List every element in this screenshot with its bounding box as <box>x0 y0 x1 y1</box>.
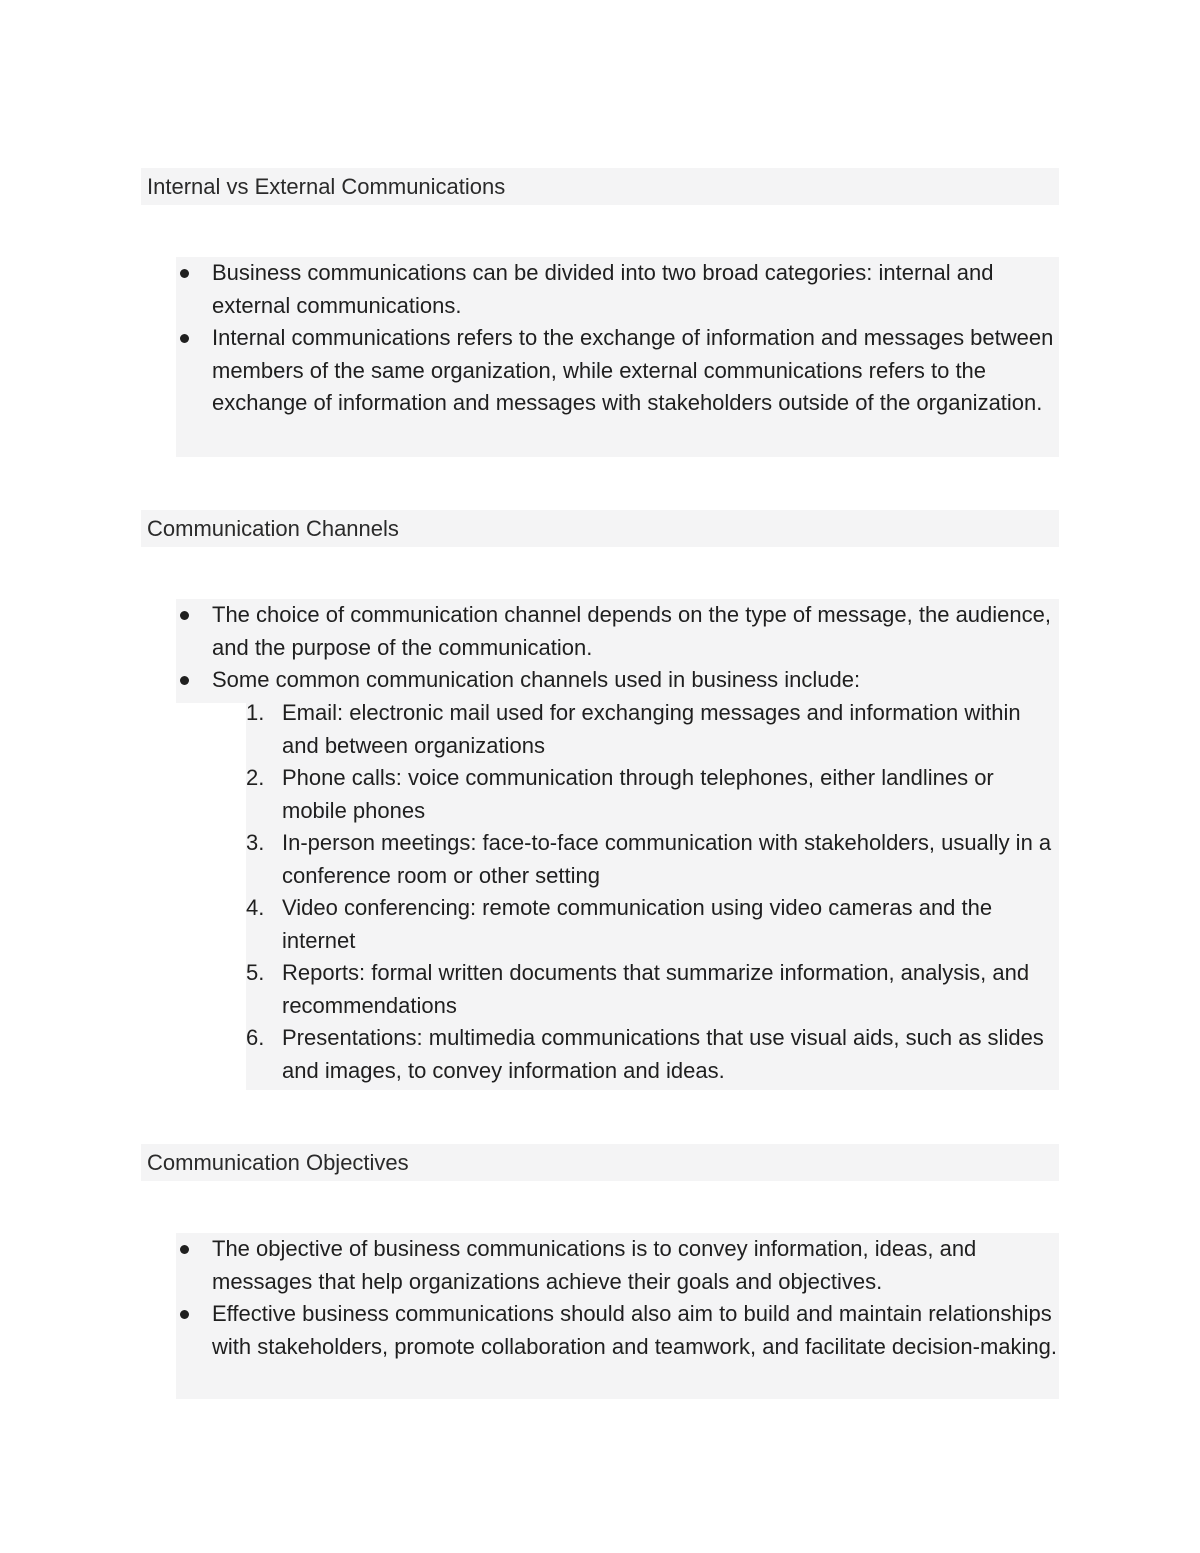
list-item-text: Some common communication channels used in business include: <box>212 667 861 692</box>
list-item <box>176 257 1059 322</box>
list-number: 4. <box>246 895 265 920</box>
list-item-text: The choice of communication channel depends on the type of message, the audience, and the purpose of the communication. <box>212 602 1051 660</box>
numbered-item <box>246 762 1059 827</box>
numbered-item <box>246 892 1059 957</box>
numbered-item <box>246 827 1059 892</box>
numbered-item-text: Video conferencing: remote communication using video cameras and the internet <box>282 895 993 953</box>
numbered-item <box>246 697 1059 762</box>
numbered-item-text: Email: electronic mail used for exchanging messages and information within and between organizations <box>282 700 1021 758</box>
bullet-list-internal-vs-external <box>176 257 1059 457</box>
section-heading-internal-vs-external: Internal vs External Communications <box>141 168 1059 205</box>
bullet-icon <box>180 269 189 278</box>
list-item-text: The objective of business communications is to convey information, ideas, and messages that help organizations achieve their goals and objectives. <box>212 1236 977 1294</box>
list-item-text: Internal communications refers to the exchange of information and messages between members of the same organization, while external communications refers to the exchange of information and messages with stakeholders outside of the organization. <box>212 325 1054 415</box>
list-number: 5. <box>246 960 265 985</box>
list-item <box>176 1233 1059 1298</box>
numbered-item <box>246 957 1059 1022</box>
section-heading-communication-objectives: Communication Objectives <box>141 1144 1059 1181</box>
list-item <box>176 664 1059 697</box>
numbered-item-text: Phone calls: voice communication through telephones, either landlines or mobile phones <box>282 765 994 823</box>
bullet-icon <box>180 676 189 685</box>
bullet-list-communication-objectives <box>176 1233 1059 1399</box>
numbered-list-channels <box>246 697 1059 1090</box>
bullet-icon <box>180 1310 189 1319</box>
list-number: 2. <box>246 765 265 790</box>
numbered-item <box>246 1022 1059 1087</box>
list-item <box>176 322 1059 420</box>
section-heading-communication-channels: Communication Channels <box>141 510 1059 547</box>
list-number: 1. <box>246 700 265 725</box>
list-number: 6. <box>246 1025 265 1050</box>
list-item-text: Business communications can be divided into two broad categories: internal and external communications. <box>212 260 994 318</box>
bullet-icon <box>180 611 189 620</box>
list-number: 3. <box>246 830 265 855</box>
list-item <box>176 1298 1059 1363</box>
bullet-icon <box>180 334 189 343</box>
numbered-item-text: Presentations: multimedia communications that use visual aids, such as slides and images, to convey information and ideas. <box>282 1025 1044 1083</box>
list-item-text: Effective business communications should also aim to build and maintain relationships with stakeholders, promote collaboration and teamwork, and facilitate decision-making. <box>212 1301 1057 1359</box>
list-item <box>176 599 1059 664</box>
numbered-item-text: Reports: formal written documents that summarize information, analysis, and recommendations <box>282 960 1030 1018</box>
bullet-list-communication-channels <box>176 599 1059 703</box>
bullet-icon <box>180 1245 189 1254</box>
numbered-item-text: In-person meetings: face-to-face communication with stakeholders, usually in a conference room or other setting <box>282 830 1052 888</box>
